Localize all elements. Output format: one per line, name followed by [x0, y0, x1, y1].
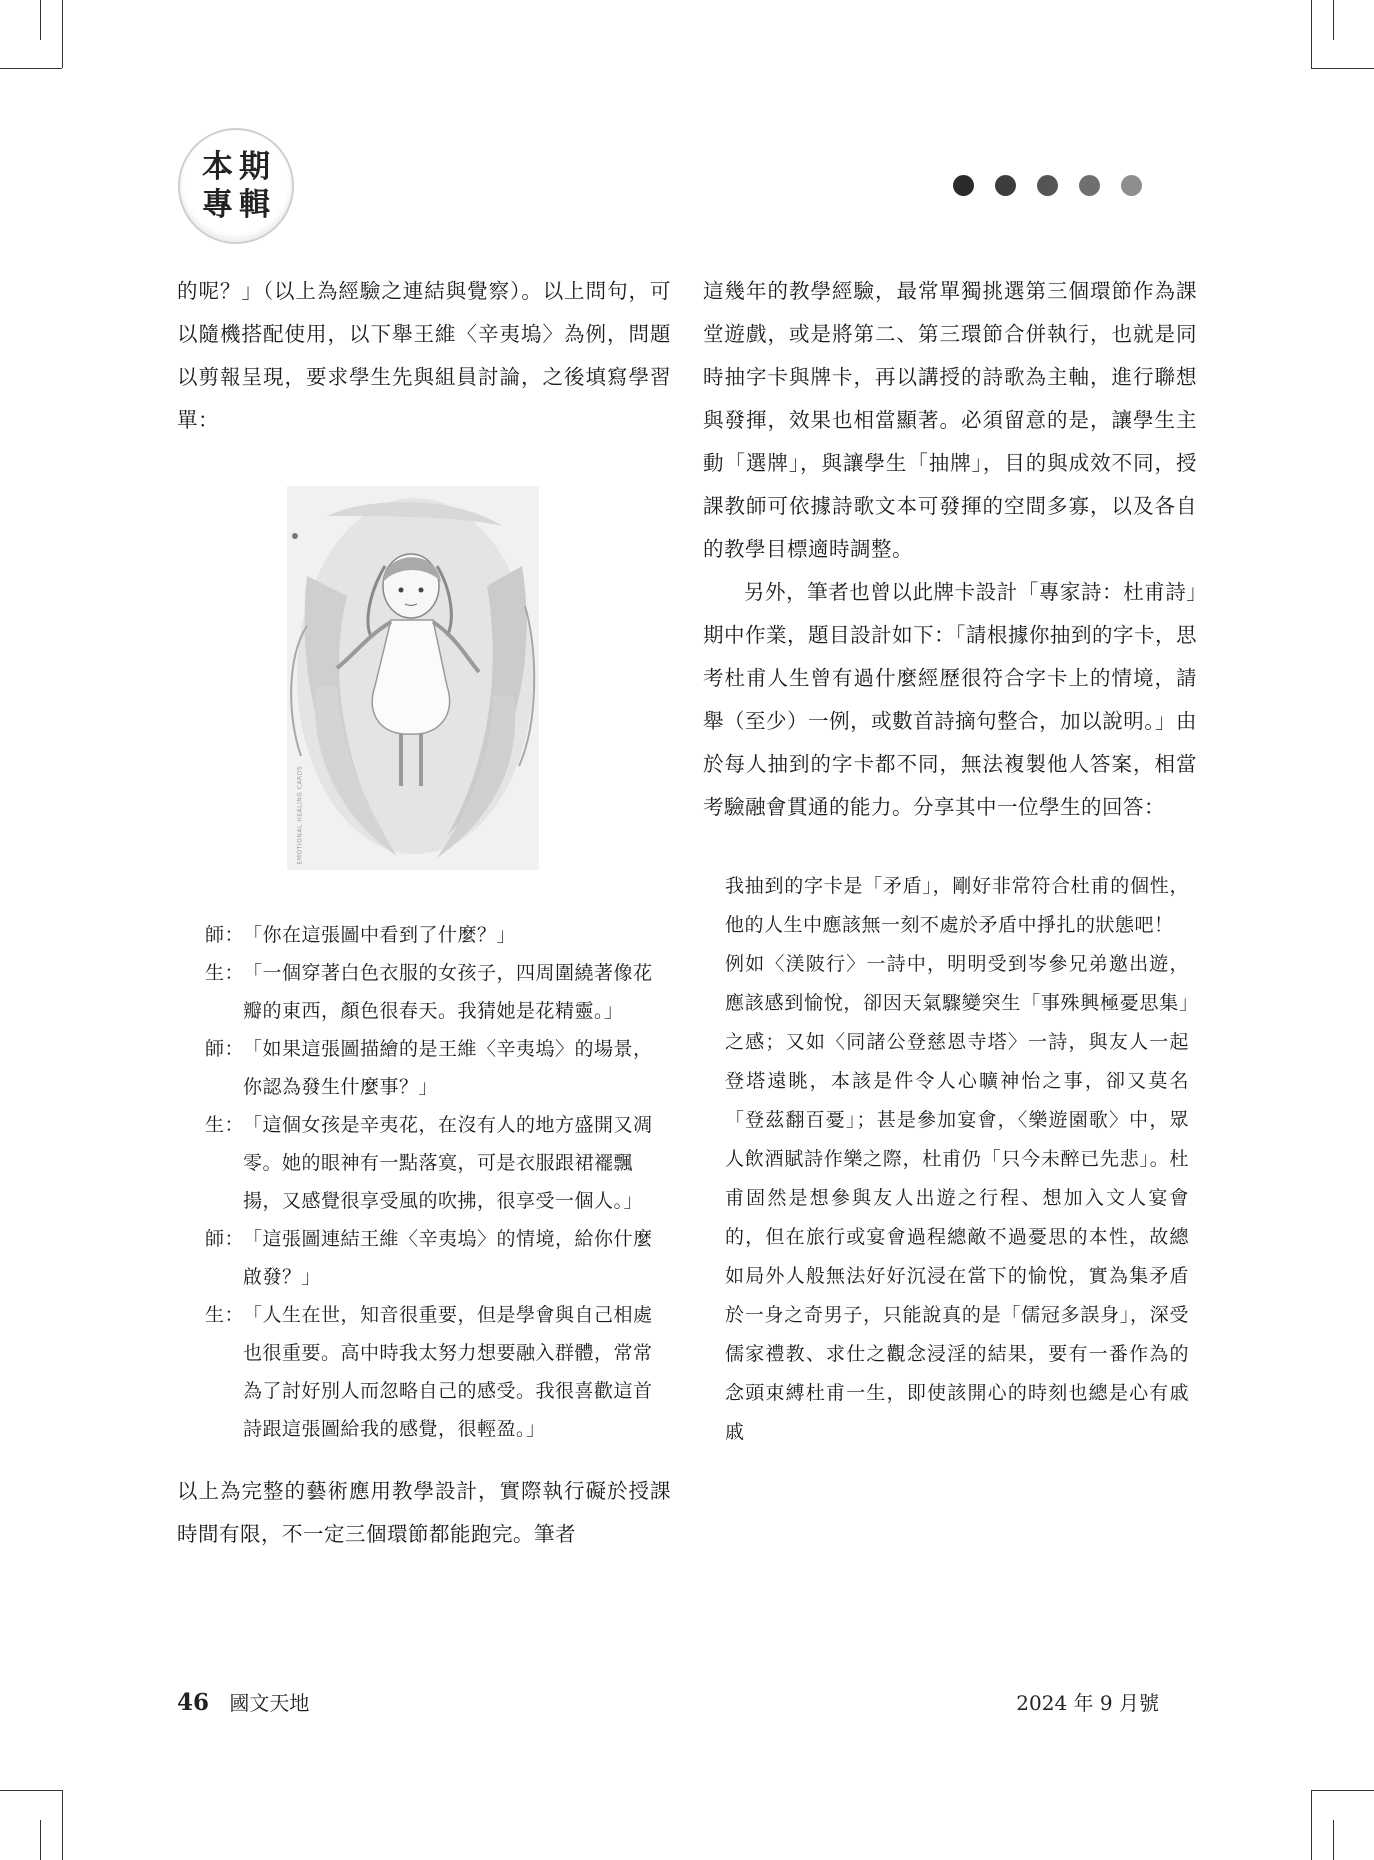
- dialogue-line: [205, 1030, 671, 1106]
- speaker-label: 師：: [205, 1038, 245, 1060]
- speaker-label: 生：: [205, 1304, 245, 1326]
- dialogue-list: [177, 916, 671, 1448]
- speaker-label: 師：: [205, 924, 245, 946]
- section-badge: [178, 128, 294, 244]
- girl-in-petals-illustration: [287, 486, 539, 870]
- right-paragraph-2: 另外，筆者也曾以此牌卡設計「專家詩：杜甫詩」期中作業，題目設計如下：「請根據你抽到的字卡，思考杜甫人生曾有過什麼經歷很符合字卡上的情境，請舉（至少）一例，或數首詩摘句整合，加以說明。」由於每人抽到的字卡都不同，無法複製他人答案，相當考驗融會貫通的能力。分享其中一位學生的回答：: [703, 580, 1197, 819]
- dialogue-text: 「人生在世，知音很重要，但是學會與自己相處也很重要。高中時我太努力想要融入群體，常常為了討好別人而忽略自己的感受。我很喜歡這首詩跟這張圖給我的感覺，很輕盈。」: [243, 1304, 653, 1440]
- dialogue-text: 「如果這張圖描繪的是王維〈辛夷塢〉的場景，你認為發生什麼事？」: [243, 1038, 653, 1098]
- dialogue-text: 「這個女孩是辛夷花，在沒有人的地方盛開又凋零。她的眼神有一點落寞，可是衣服跟裙襬飄揚，又感覺很享受風的吹拂，很享受一個人。」: [243, 1114, 653, 1212]
- issue-date: 2024 年 9 月號: [1016, 1691, 1159, 1715]
- journal-name: 國文天地: [229, 1691, 310, 1715]
- dot: [995, 175, 1016, 196]
- dialogue-line: [205, 916, 671, 954]
- dialogue-text: 「一個穿著白色衣服的女孩子，四周圍繞著像花瓣的東西，顏色很春天。我猜她是花精靈。」: [243, 962, 653, 1022]
- dot: [1079, 175, 1100, 196]
- footer-right: [1016, 1687, 1159, 1716]
- dialogue-line: [205, 1220, 671, 1296]
- footer-left: [177, 1687, 309, 1716]
- decorative-dots: [953, 175, 1142, 197]
- dot: [953, 175, 974, 196]
- dialogue-line: [205, 1106, 671, 1220]
- dot: [1037, 175, 1058, 196]
- dialogue-text: 「這張圖連結王維〈辛夷塢〉的情境，給你什麼啟發？」: [243, 1228, 653, 1288]
- speaker-label: 師：: [205, 1228, 245, 1250]
- closing-paragraph: 以上為完整的藝術應用教學設計，實際執行礙於授課時間有限，不一定三個環節都能跑完。筆者: [177, 1479, 671, 1546]
- dialogue-line: [205, 1296, 671, 1448]
- badge-line-2: 專輯: [202, 187, 276, 223]
- student-answer-quote: [703, 867, 1197, 1452]
- illustration-card: [287, 486, 539, 870]
- dot: [1121, 175, 1142, 196]
- quote-paragraph-1: 我抽到的字卡是「矛盾」，剛好非常符合杜甫的個性，他的人生中應該無一刻不處於矛盾中掙扎的狀態吧！: [725, 875, 1189, 936]
- right-column: [703, 270, 1197, 1452]
- left-column: [177, 270, 671, 1556]
- page-number: 46: [177, 1689, 210, 1716]
- dialogue-text: 「你在這張圖中看到了什麼？」: [243, 924, 517, 946]
- intro-paragraph: 的呢？」（以上為經驗之連結與覺察）。以上問句，可以隨機搭配使用，以下舉王維〈辛夷塢〉為例，問題以剪報呈現，要求學生先與組員討論，之後填寫學習單：: [177, 279, 671, 432]
- badge-line-1: 本期: [202, 149, 276, 185]
- card-caption: EMOTIONAL HEALING CARDS: [296, 765, 304, 865]
- speaker-label: 生：: [205, 1114, 245, 1136]
- speaker-label: 生：: [205, 962, 245, 984]
- right-paragraph-1: 這幾年的教學經驗，最常單獨挑選第三個環節作為課堂遊戲，或是將第二、第三環節合併執行，也就是同時抽字卡與牌卡，再以講授的詩歌為主軸，進行聯想與發揮，效果也相當顯著。必須留意的是，讓學生主動「選牌」，與讓學生「抽牌」，目的與成效不同，授課教師可依據詩歌文本可發揮的空間多寡，以及各自的教學目標適時調整。: [703, 279, 1197, 561]
- quote-paragraph-2: 例如〈渼陂行〉一詩中，明明受到岑參兄弟邀出遊，應該感到愉悅，卻因天氣驟變突生「事殊興極憂思集」之感；又如〈同諸公登慈恩寺塔〉一詩，與友人一起登塔遠眺，本該是件令人心曠神怡之事，卻又莫名「登茲翻百憂」；甚是參加宴會，〈樂遊園歌〉中，眾人飲酒賦詩作樂之際，杜甫仍「只今未醉已先悲」。杜甫固然是想參與友人出遊之行程、想加入文人宴會的，但在旅行或宴會過程總敵不過憂思的本性，故總如局外人般無法好好沉浸在當下的愉悅，實為集矛盾於一身之奇男子，只能說真的是「儒冠多誤身」，深受儒家禮教、求仕之觀念浸淫的結果，要有一番作為的念頭束縛杜甫一生，即使該開心的時刻也總是心有戚戚: [725, 953, 1189, 1443]
- dialogue-line: [205, 954, 671, 1030]
